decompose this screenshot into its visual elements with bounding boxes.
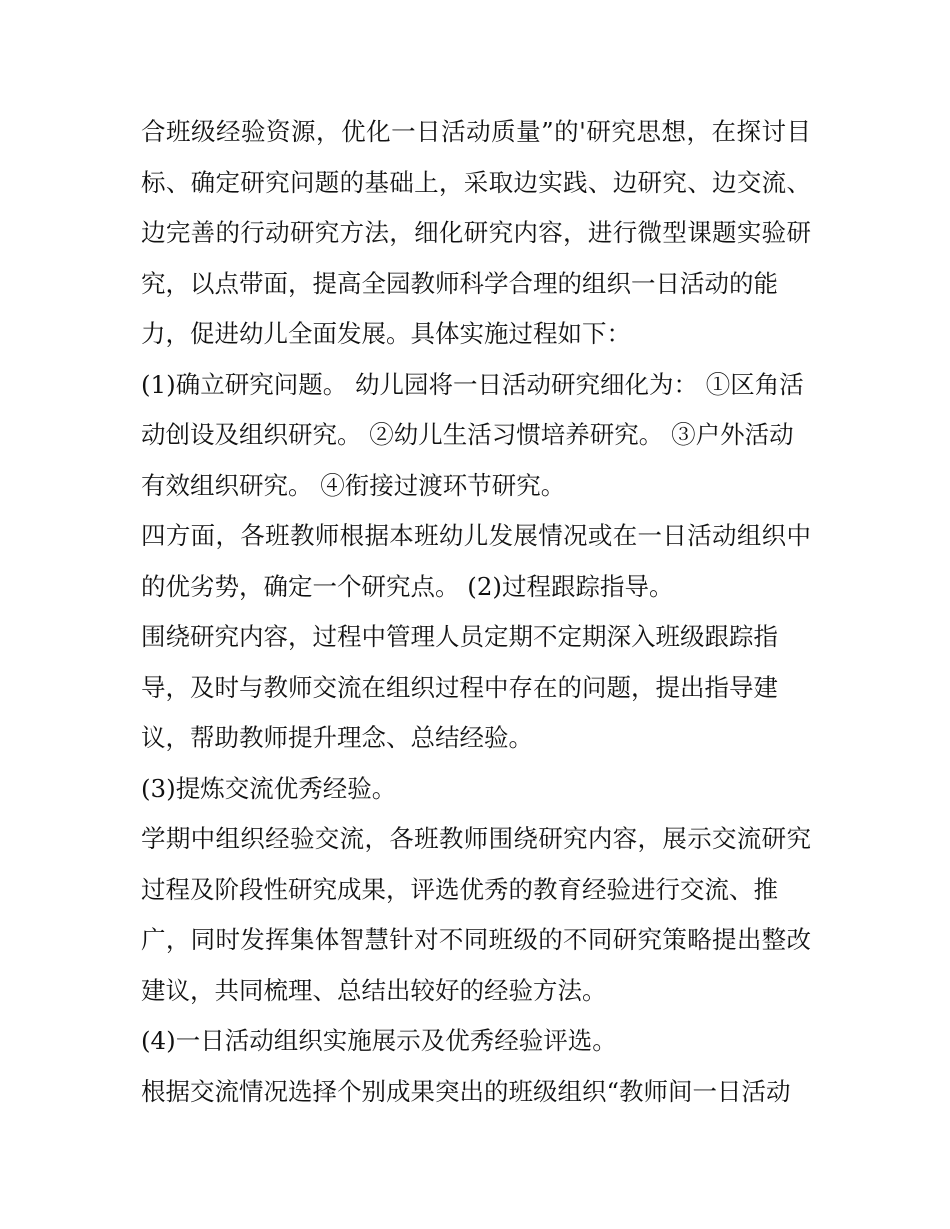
- text-line: (1)确立研究问题。 幼儿园将一日活动研究细化为： ①区角活: [141, 369, 804, 399]
- text-line: 围绕研究内容，过程中管理人员定期不定期深入班级跟踪指: [141, 622, 778, 651]
- text-line: (3)提炼交流优秀经验。: [141, 773, 397, 803]
- text-line: 有效组织研究。 ④衔接过渡环节研究。: [141, 470, 566, 500]
- text-line: 议，帮助教师提升理念、总结经验。: [141, 723, 533, 752]
- text-line: 究，以点带面，提高全园教师科学合理的组织一日活动的能: [141, 268, 778, 298]
- text-line: 四方面，各班教师根据本班幼儿发展情况或在一日活动组织中: [141, 521, 811, 550]
- text-line: 边完善的行动研究方法，细化研究内容，进行微型课题实验研: [141, 218, 811, 247]
- text-line: 学期中组织经验交流，各班教师围绕研究内容，展示交流研究: [141, 824, 811, 853]
- text-line: 的优劣势，确定一个研究点。 (2)过程跟踪指导。: [141, 571, 674, 601]
- document-body: [141, 107, 821, 1117]
- text-line: 合班级经验资源，优化一日活动质量”的'研究思想，在探讨目: [141, 117, 811, 146]
- text-line: 建议，共同梳理、总结出较好的经验方法。: [141, 975, 607, 1005]
- text-line: 导，及时与教师交流在组织过程中存在的问题，提出指导建: [141, 672, 778, 702]
- text-line: 标、确定研究问题的基础上，采取边实践、边研究、边交流、: [141, 167, 811, 197]
- text-line: 根据交流情况选择个别成果突出的班级组织“教师间一日活动: [141, 1076, 791, 1106]
- text-line: 过程及阶段性研究成果，评选优秀的教育经验进行交流、推: [141, 874, 778, 904]
- text-line: 动创设及组织研究。 ②幼儿生活习惯培养研究。 ③户外活动: [141, 420, 794, 449]
- text-line: 力，促进幼儿全面发展。具体实施过程如下：: [141, 319, 631, 348]
- text-line: (4)一日活动组织实施展示及优秀经验评选。: [141, 1026, 617, 1055]
- text-line: 广，同时发挥集体智慧针对不同班级的不同研究策略提出整改: [141, 925, 811, 954]
